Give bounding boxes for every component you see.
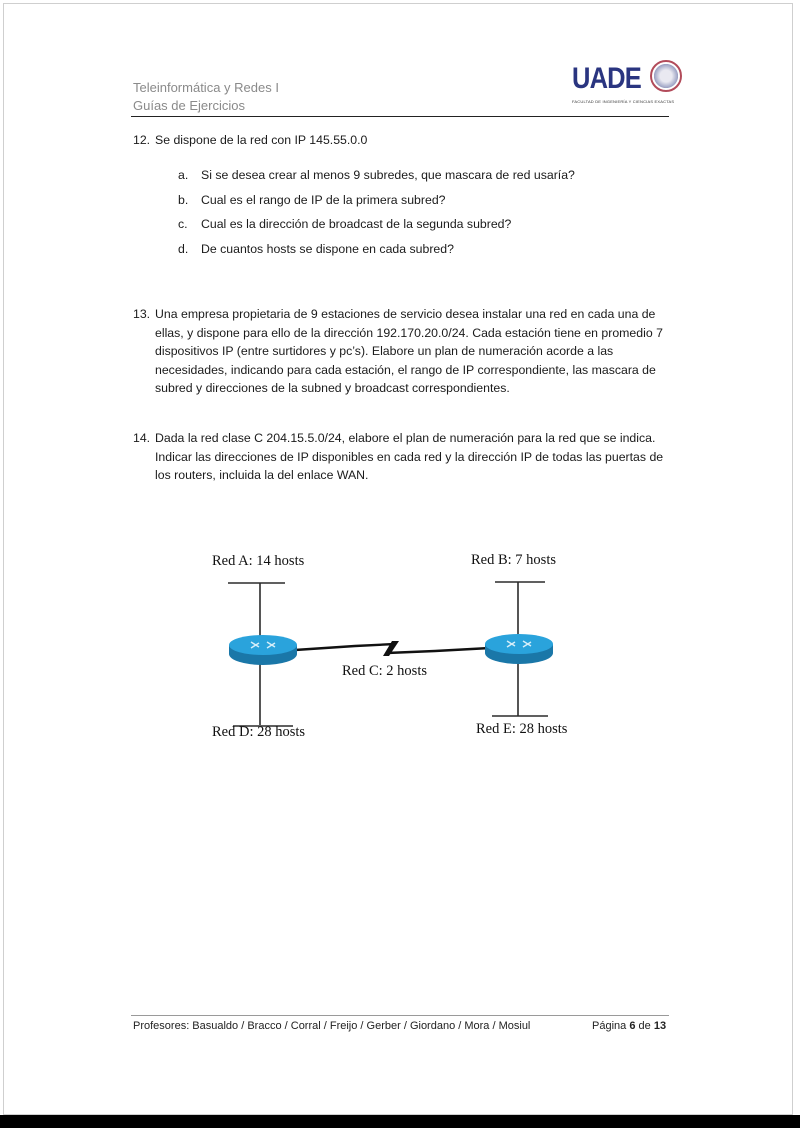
- item-letter: d.: [178, 241, 189, 256]
- document-subtitle: Guías de Ejercicios: [133, 98, 245, 113]
- question-number: 13.: [133, 307, 151, 321]
- uade-logo: [572, 60, 687, 110]
- footer-professors: Profesores: Basualdo / Bracco / Corral / Freijo / Gerber / Giordano / Mora / Mosiul: [133, 1020, 531, 1032]
- network-d-label: Red D: 28 hosts: [212, 724, 306, 740]
- router-icon: [227, 633, 299, 667]
- question-number: 12.: [133, 133, 151, 147]
- item-letter: b.: [178, 192, 189, 207]
- question-14: [133, 429, 673, 485]
- router-icon: [483, 632, 555, 666]
- item-letter: a.: [178, 168, 189, 182]
- network-c-label: Red C: 2 hosts: [342, 663, 427, 679]
- wan-serial-link-icon: [295, 641, 490, 656]
- question-12: [133, 131, 673, 150]
- logo-tagline: FACULTAD DE INGENIERÍA Y CIENCIAS EXACTAS: [572, 99, 675, 104]
- header-divider: [131, 116, 669, 117]
- network-diagram: [195, 540, 595, 760]
- logo-wordmark: UADE: [572, 62, 641, 95]
- question-text: Dada la red clase C 204.15.5.0/24, elabore el plan de numeración para la red que se indica. Indicar las direcciones de IP disponibles en cada red y la dirección IP de todas las puertas de los routers, incluida la del enlace WAN.: [155, 431, 664, 483]
- footer-divider: [131, 1015, 669, 1016]
- item-letter: c.: [178, 217, 188, 231]
- page-of: de: [638, 1020, 651, 1032]
- question-13: [133, 305, 673, 398]
- viewer-bottom-bar: [0, 1115, 800, 1128]
- page-label: Página: [592, 1020, 627, 1032]
- question-number: 14.: [133, 431, 151, 445]
- item-text: Cual es el rango de IP de la primera subred?: [201, 192, 446, 207]
- network-b-label: Red B: 7 hosts: [471, 552, 556, 568]
- item-text: Cual es la dirección de broadcast de la segunda subred?: [201, 217, 512, 231]
- question-text: Se dispone de la red con IP 145.55.0.0: [155, 133, 368, 147]
- university-seal-icon: [650, 60, 682, 92]
- page-total: 13: [653, 1020, 667, 1032]
- item-text: Si se desea crear al menos 9 subredes, que mascara de red usaría?: [201, 168, 575, 182]
- question-text: Una empresa propietaria de 9 estaciones de servicio desea instalar una red en cada una de ellas, y dispone para ello de la dirección 192.170.20.0/24. Cada estación tiene en promedio 7 dispositivos IP (entre surtidores y pc’s). Elabore un plan de numeración acorde a las necesidades, indicando para cada estación, el rango de IP correspondiente, las mascara de subred y direcciones de la subned y broadcast correspondientes.: [155, 307, 663, 396]
- page-number: [592, 1020, 666, 1032]
- network-e-label: Red E: 28 hosts: [476, 721, 568, 737]
- course-title: Teleinformática y Redes I: [133, 80, 279, 95]
- network-a-label: Red A: 14 hosts: [212, 553, 305, 569]
- item-text: De cuantos hosts se dispone en cada subred?: [201, 241, 454, 256]
- page-header: [133, 79, 279, 115]
- page-current: 6: [629, 1020, 636, 1032]
